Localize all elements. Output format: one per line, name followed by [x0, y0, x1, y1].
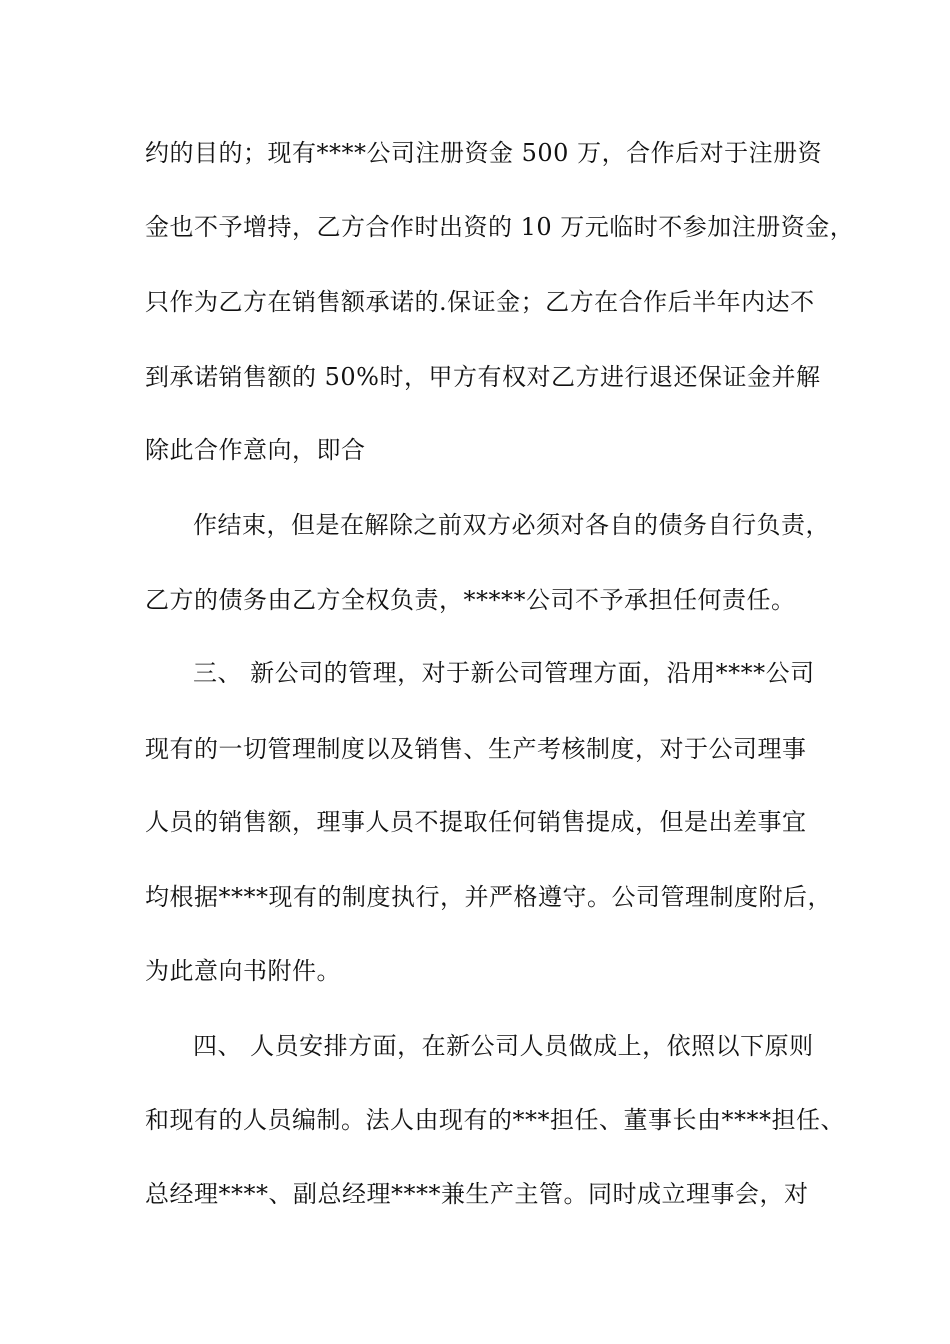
- text-line: 为此意向书附件。: [145, 957, 341, 985]
- text-line: 乙方的债务由乙方全权负责，*****公司不予承担任何责任。: [145, 586, 796, 614]
- text-line: 和现有的人员编制。法人由现有的***担任、董事长由****担任、: [145, 1106, 845, 1134]
- text-line: 现有的一切管理制度以及销售、生产考核制度，对于公司理事: [145, 735, 807, 763]
- text-line: 除此合作意向，即合: [145, 436, 366, 464]
- text-line: 均根据****现有的制度执行，并严格遵守。公司管理制度附后，: [145, 883, 832, 911]
- section-heading-line: 三、 新公司的管理，对于新公司管理方面，沿用****公司: [193, 659, 815, 687]
- text-line: 约的目的；现有****公司注册资金 500 万，合作后对于注册资: [145, 139, 823, 167]
- text-line: 总经理****、副总经理****兼生产主管。同时成立理事会，对: [145, 1180, 809, 1208]
- text-line: 金也不予增持，乙方合作时出资的 10 万元临时不参加注册资金，: [145, 213, 855, 241]
- section-heading-line: 四、 人员安排方面，在新公司人员做成上，依照以下原则: [193, 1032, 814, 1060]
- text-line: 人员的销售额，理事人员不提取任何销售提成，但是出差事宜: [145, 808, 807, 836]
- text-line: 作结束，但是在解除之前双方必须对各自的债务自行负责，: [193, 511, 830, 539]
- text-line: 只作为乙方在销售额承诺的.保证金；乙方在合作后半年内达不: [145, 288, 815, 316]
- text-line: 到承诺销售额的 50%时，甲方有权对乙方进行退还保证金并解: [145, 363, 821, 391]
